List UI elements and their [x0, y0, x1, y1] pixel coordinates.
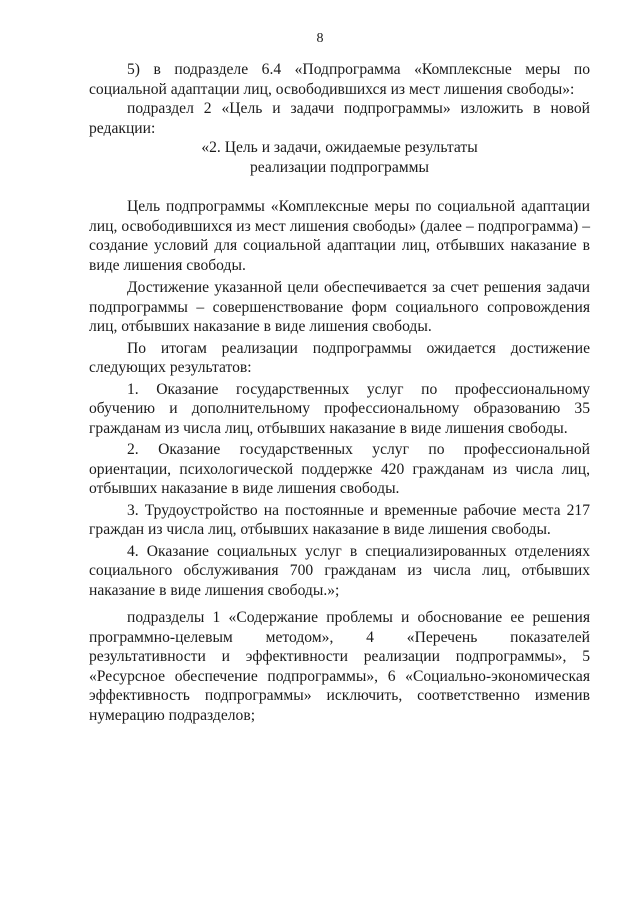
page-number: 8 — [316, 31, 324, 46]
result-item-2: 2. Оказание государственных услуг по профессиональной ориентации, психологической поддержке 420 гражданам из числа лиц, отбывших наказание в виде лишения свободы. — [89, 441, 590, 497]
paragraph-excluded-subsections: подразделы 1 «Содержание проблемы и обоснование ее решения программно-целевым методом», 4 «Перечень показателей результативности и эффективности реализации подпрограммы», 5 «Ресурсное обеспечение подпрограммы», 6 «Социально-экономическая эффективность подпрограммы» исключить, соответственно изменив нумерацию подразделов; — [89, 609, 590, 724]
document-body — [89, 60, 590, 725]
section-heading-line2: реализации подпрограммы — [249, 158, 429, 176]
result-item-1: 1. Оказание государственных услуг по профессиональному обучению и дополнительному профессиональному образованию 35 гражданам из числа лиц, отбывших наказание в виде лишения свободы. — [89, 380, 590, 437]
result-item-4: 4. Оказание социальных услуг в специализированных отделениях социального обслуживания 700 гражданам из числа лиц, отбывших наказание в виде лишения свободы.»; — [89, 542, 590, 599]
paragraph-amendment-intro: 5) в подразделе 6.4 «Подпрограмма «Комплексные меры по социальной адаптации лиц, освободившихся из мест лишения свободы»: — [89, 61, 590, 98]
paragraph-new-edition: подраздел 2 «Цель и задачи подпрограммы» изложить в новой редакции: — [89, 100, 590, 137]
paragraph-goal: Цель подпрограммы «Комплексные меры по социальной адаптации лиц, освободившихся из мест лишения свободы» (далее – подпрограмма) – создание условий для социальной адаптации лиц, отбывших наказание в виде лишения свободы. — [89, 198, 590, 274]
paragraph-task: Достижение указанной цели обеспечивается за счет решения задачи подпрограммы – совершенствование форм социального сопровождения лиц, отбывших наказание в виде лишения свободы. — [89, 279, 590, 335]
result-item-3: 3. Трудоустройство на постоянные и временные рабочие места 217 граждан из числа лиц, отбывших наказание в виде лишения свободы. — [89, 501, 590, 538]
section-heading-line1: «2. Цель и задачи, ожидаемые результаты — [201, 139, 478, 156]
paragraph-expected-results: По итогам реализации подпрограммы ожидается достижение следующих результатов: — [89, 339, 590, 376]
